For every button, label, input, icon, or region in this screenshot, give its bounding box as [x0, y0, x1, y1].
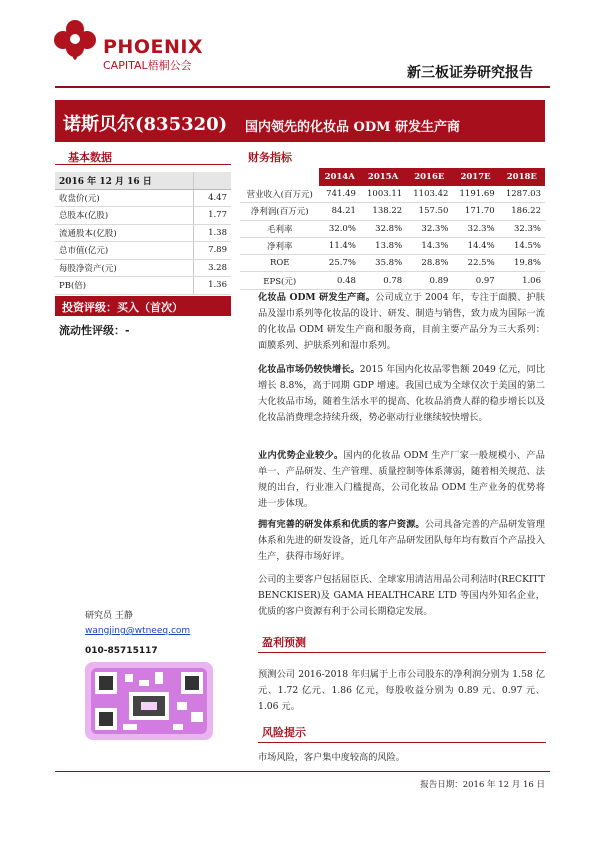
- finance-label: 营业收入(百万元): [240, 186, 319, 203]
- basic-value: 3.28: [193, 259, 231, 277]
- table-row: [55, 172, 231, 189]
- table-row: [55, 224, 231, 242]
- basic-value: 1.38: [193, 224, 231, 242]
- finance-value: 0.89: [406, 272, 452, 289]
- paragraph-odm: [258, 290, 545, 354]
- table-row: [55, 242, 231, 260]
- basic-data-table: [55, 172, 231, 295]
- table-row: [55, 207, 231, 225]
- finance-table: [240, 168, 545, 290]
- paragraph-customers: [258, 572, 545, 620]
- risk-heading: 风险提示: [262, 726, 306, 739]
- paragraph-text: 预测公司 2016-2018 年归属于上市公司股东的净利润分别为 1.58 亿元、1.72 亿元、1.86 亿元，每股收益分别为 0.89 元、0.97 元、1.06 元。: [258, 669, 545, 712]
- basic-label: 每股净资产(元): [55, 259, 193, 277]
- paragraph-text: 公司具备完善的产品研发管理体系和先进的研发设备，近几年产品研发团队每年均有数百个产品投入生产，获得市场好评。: [258, 519, 545, 562]
- finance-value: 138.22: [360, 203, 406, 220]
- basic-value: 4.47: [193, 189, 231, 207]
- liquidity-rating: 流动性评级：-: [59, 324, 130, 337]
- finance-value: 28.8%: [406, 255, 452, 272]
- report-type: 新三板证券研究报告: [407, 65, 533, 81]
- profit-forecast-heading: 盈利预测: [262, 636, 306, 649]
- finance-value: 14.4%: [452, 237, 498, 254]
- company-name: 诺斯贝尔(835320): [63, 114, 228, 135]
- finance-value: 741.49: [319, 186, 359, 203]
- finance-value: 25.7%: [319, 255, 359, 272]
- table-row: [240, 220, 545, 237]
- year-header: 2014A: [319, 168, 359, 186]
- basic-label: 流通股本(亿股): [55, 224, 193, 242]
- paragraph-market: [258, 362, 545, 426]
- paragraph-text: 国内的化妆品 ODM 生产厂家一般规模小、产品单一、产品研发、生产管理、质量控制等体系薄弱，随着相关规范、法规的出台，行业准入门槛提高，公司化妆品 ODM 生产业务的优势将进一步体现。: [258, 450, 545, 509]
- finance-label: 毛利率: [240, 220, 319, 237]
- table-row: [240, 203, 545, 220]
- basic-data-heading: 基本数据: [68, 151, 112, 164]
- profit-forecast-rule: [258, 652, 546, 653]
- finance-value: 0.48: [319, 272, 359, 289]
- finance-value: 35.8%: [360, 255, 406, 272]
- year-header: 2015A: [360, 168, 406, 186]
- basic-label: 收盘价(元): [55, 189, 193, 207]
- investment-rating: 投资评级：买入（首次）: [62, 301, 183, 314]
- table-row: [55, 189, 231, 207]
- finance-value: 1103.42: [406, 186, 452, 203]
- finance-value: 1287.03: [499, 186, 545, 203]
- finance-label: 净利率: [240, 237, 319, 254]
- paragraph-lead: 化妆品市场仍较快增长。: [258, 364, 360, 375]
- analyst-phone: 010-85715117: [85, 646, 158, 656]
- finance-value: 32.3%: [406, 220, 452, 237]
- table-row: [240, 237, 545, 254]
- paragraph-rnd: [258, 517, 545, 565]
- finance-value: 1191.69: [452, 186, 498, 203]
- finance-value: 186.22: [499, 203, 545, 220]
- finance-value: 32.0%: [319, 220, 359, 237]
- finance-value: 11.4%: [319, 237, 359, 254]
- paragraph-risk: [258, 750, 545, 766]
- finance-label: 净利润(百万元): [240, 203, 319, 220]
- finance-heading: 财务指标: [248, 151, 292, 164]
- paragraph-forecast: [258, 667, 545, 715]
- basic-data-rule: [55, 164, 231, 165]
- finance-value: 0.78: [360, 272, 406, 289]
- basic-value: 1.77: [193, 207, 231, 225]
- finance-value: 14.3%: [406, 237, 452, 254]
- paragraph-text: 公司成立于 2004 年，专注于面膜、护肤品及湿巾系列等化妆品的设计、研发、制造与销售，致力成为国际一流的化妆品 ODM 研发生产商和服务商，目前主要产品分为三大系列：面膜系列、护肤系列和湿巾系列。: [258, 292, 545, 351]
- finance-value: 1.06: [499, 272, 545, 289]
- phoenix-logo-icon: [52, 18, 98, 68]
- finance-value: 0.97: [452, 272, 498, 289]
- finance-value: 84.21: [319, 203, 359, 220]
- header-divider: [55, 86, 550, 88]
- paragraph-lead: 拥有完善的研发体系和优质的客户资源。: [258, 519, 425, 530]
- footer-divider: [55, 771, 550, 772]
- paragraph-lead: 化妆品 ODM 研发生产商。: [258, 292, 376, 303]
- table-row: [55, 259, 231, 277]
- finance-value: 32.3%: [499, 220, 545, 237]
- finance-value: 1003.11: [360, 186, 406, 203]
- logo-sub-en: CAPITAL: [103, 59, 148, 72]
- finance-value: 171.70: [452, 203, 498, 220]
- report-title: 国内领先的化妆品 ODM 研发生产商: [245, 120, 461, 135]
- finance-value: 22.5%: [452, 255, 498, 272]
- paragraph-text: 2015 年国内化妆品零售额 2049 亿元，同比增长 8.8%，高于同期 GDP 增速。我国已成为全球仅次于美国的第二大化妆品市场，随着生活水平的提高、化妆品消费人群的稳步增长以及化妆品消费理念持续升级，势必驱动行业继续较快增长。: [258, 364, 546, 423]
- analyst-name: 研究员 王静: [85, 611, 133, 621]
- paragraph-text: 公司的主要客户包括屈臣氏、全球家用清洁用品公司利洁时(RECKITT BENCKISER)及 GAMA HEALTHCARE LTD 等国内外知名企业，优质的客户资源有利于公司长期稳定发展。: [258, 574, 545, 617]
- finance-value: 32.8%: [360, 220, 406, 237]
- table-row: [240, 272, 545, 289]
- logo-subtitle: [103, 57, 192, 73]
- finance-value: 13.8%: [360, 237, 406, 254]
- year-header: 2018E: [499, 168, 545, 186]
- qr-code-icon: [85, 662, 213, 740]
- finance-value: 157.50: [406, 203, 452, 220]
- finance-header-row: [240, 168, 545, 186]
- year-header: 2016E: [406, 168, 452, 186]
- finance-value: 19.8%: [499, 255, 545, 272]
- logo-sub-cn: 梧桐公会: [147, 59, 192, 72]
- finance-value: 14.5%: [499, 237, 545, 254]
- finance-value: 32.3%: [452, 220, 498, 237]
- table-row: [240, 255, 545, 272]
- basic-date: 2016 年 12 月 16 日: [55, 172, 193, 189]
- basic-label: 总市值(亿元): [55, 242, 193, 260]
- paragraph-text: 市场风险，客户集中度较高的风险。: [258, 752, 405, 763]
- report-date: 报告日期：2016 年 12 月 16 日: [420, 780, 545, 790]
- basic-label: PB(倍): [55, 277, 193, 295]
- logo-name: PHOENIX: [103, 36, 204, 58]
- finance-label: ROE: [240, 255, 319, 272]
- basic-label: 总股本(亿股): [55, 207, 193, 225]
- year-header: 2017E: [452, 168, 498, 186]
- analyst-email-link[interactable]: wangjing@wtneeq.com: [85, 626, 191, 636]
- basic-value: 7.89: [193, 242, 231, 260]
- finance-label: EPS(元): [240, 272, 319, 289]
- basic-value: 1.36: [193, 277, 231, 295]
- paragraph-lead: 业内优势企业较少。: [258, 450, 344, 461]
- table-row: [55, 277, 231, 295]
- table-row: [240, 186, 545, 203]
- paragraph-advantage: [258, 448, 545, 512]
- risk-rule: [258, 742, 546, 743]
